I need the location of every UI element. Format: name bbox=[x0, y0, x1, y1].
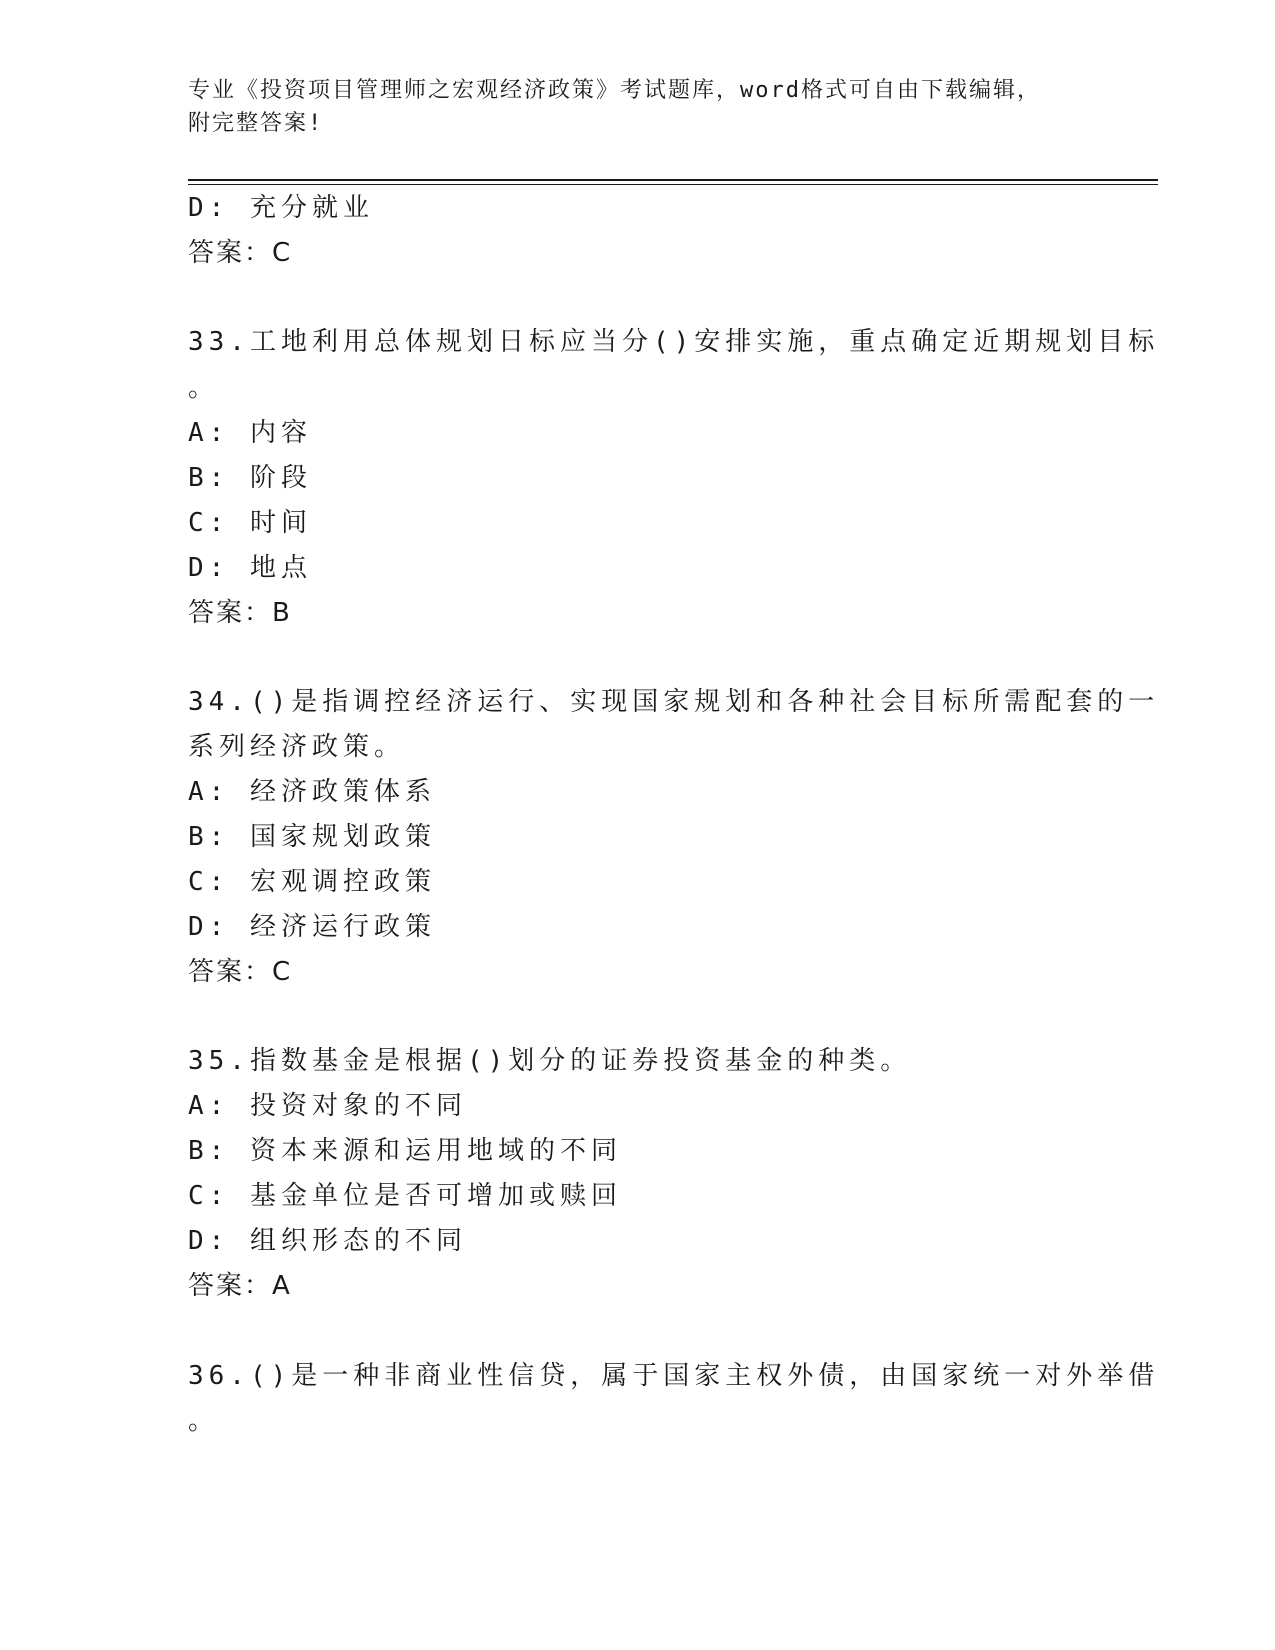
q35-answer: 答案：A bbox=[188, 1271, 292, 1301]
document-header bbox=[188, 74, 1088, 140]
header-line-2: 附完整答案! bbox=[188, 111, 324, 136]
q33-answer: 答案：B bbox=[188, 598, 292, 628]
q34-stem-line-2: 系列经济政策。 bbox=[188, 732, 406, 762]
header-line-1: 专业《投资项目管理师之宏观经济政策》考试题库，word格式可自由下载编辑， bbox=[188, 78, 1041, 103]
q32-option-d: D: 充分就业 bbox=[188, 193, 374, 223]
q36-stem-line-2: 。 bbox=[188, 1406, 220, 1436]
q35-option-b: B: 资本来源和运用地域的不同 bbox=[188, 1136, 622, 1166]
q34-option-b: B: 国家规划政策 bbox=[188, 822, 436, 852]
q33-stem-line-1: 33.工地利用总体规划日标应当分()安排实施，重点确定近期规划目标 bbox=[188, 327, 1160, 357]
q33-option-d: D: 地点 bbox=[188, 553, 312, 583]
q35-option-c: C: 基金单位是否可增加或赎回 bbox=[188, 1181, 622, 1211]
q33-option-b: B: 阶段 bbox=[188, 463, 312, 493]
q32-answer: 答案：C bbox=[188, 238, 293, 268]
q33-option-a: A: 内容 bbox=[188, 418, 312, 448]
q33-stem-line-2: 。 bbox=[188, 373, 220, 403]
q34-option-a: A: 经济政策体系 bbox=[188, 777, 436, 807]
q35-option-d: D: 组织形态的不同 bbox=[188, 1226, 467, 1256]
q35-option-a: A: 投资对象的不同 bbox=[188, 1091, 467, 1121]
header-divider-thick bbox=[188, 179, 1158, 181]
q33-option-c: C: 时间 bbox=[188, 508, 312, 538]
q35-stem: 35.指数基金是根据()划分的证券投资基金的种类。 bbox=[188, 1046, 912, 1076]
q34-answer: 答案：C bbox=[188, 957, 293, 987]
q34-option-d: D: 经济运行政策 bbox=[188, 912, 436, 942]
q36-stem-line-1: 36.()是一种非商业性信贷，属于国家主权外债，由国家统一对外举借 bbox=[188, 1361, 1160, 1391]
q34-option-c: C: 宏观调控政策 bbox=[188, 867, 436, 897]
header-divider-thin bbox=[188, 184, 1158, 185]
q34-stem-line-1: 34.()是指调控经济运行、实现国家规划和各种社会目标所需配套的一 bbox=[188, 687, 1160, 717]
